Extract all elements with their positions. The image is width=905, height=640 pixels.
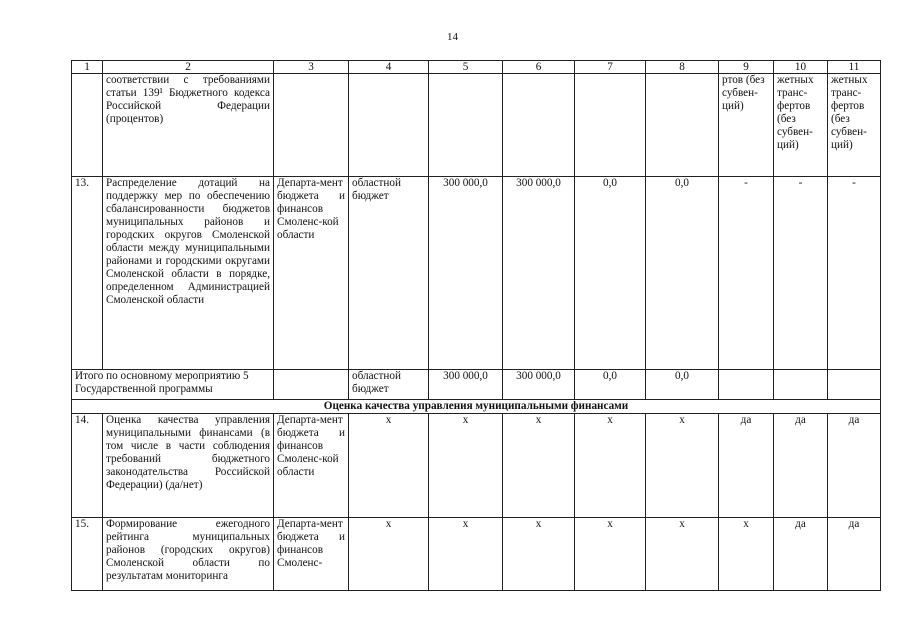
column-number: 3 bbox=[274, 61, 349, 74]
cell-target-11: жетных транс-фертов (без субвен-ций) bbox=[828, 74, 881, 177]
table-row-total bbox=[72, 370, 881, 400]
cell-value-7: х bbox=[575, 518, 646, 591]
section-title: Оценка качества управления муниципальными финансами bbox=[72, 400, 881, 414]
cell-value-8: х bbox=[646, 414, 719, 518]
column-number: 1 bbox=[72, 61, 103, 74]
cell-value-11: да bbox=[828, 414, 881, 518]
cell-value-5: 300 000,0 bbox=[429, 370, 503, 400]
table-row-14 bbox=[72, 414, 881, 518]
cell-num: 14. bbox=[72, 414, 103, 518]
cell-executor bbox=[274, 74, 349, 177]
column-number: 6 bbox=[503, 61, 575, 74]
cell-executor: Департа-мент бюджета и финансов Смоленс-кой области bbox=[274, 177, 349, 370]
cell-target-10: жетных транс-фертов (без субвен-ций) bbox=[774, 74, 828, 177]
cell-value bbox=[646, 74, 719, 177]
cell-value-5: х bbox=[429, 414, 503, 518]
cell-value bbox=[429, 74, 503, 177]
column-number: 4 bbox=[349, 61, 429, 74]
cell-name: Формирование ежегодного рейтинга муниципальных районов (городских округов) Смоленской области по результатам мониторинга bbox=[103, 518, 274, 591]
cell-value bbox=[575, 74, 646, 177]
column-number-row bbox=[72, 61, 881, 74]
cell-value-8: 0,0 bbox=[646, 177, 719, 370]
column-number: 7 bbox=[575, 61, 646, 74]
cell-value-7: х bbox=[575, 414, 646, 518]
cell-value-11: - bbox=[828, 177, 881, 370]
page-number: 14 bbox=[447, 31, 458, 43]
cell-value-7: 0,0 bbox=[575, 370, 646, 400]
cell-num: 15. bbox=[72, 518, 103, 591]
cell-value-4: х bbox=[349, 518, 429, 591]
cell-name: соответствии с требованиями статьи 139¹ Бюджетного кодекса Российской Федерации (процентов) bbox=[103, 74, 274, 177]
cell-value-6: 300 000,0 bbox=[503, 177, 575, 370]
cell-value-10: - bbox=[774, 177, 828, 370]
cell-executor: Департа-мент бюджета и финансов Смоленс- bbox=[274, 518, 349, 591]
column-number: 2 bbox=[103, 61, 274, 74]
cell-value-10: да bbox=[774, 414, 828, 518]
cell-value-6: х bbox=[503, 414, 575, 518]
cell-value-4: х bbox=[349, 414, 429, 518]
cell-value-6: 300 000,0 bbox=[503, 370, 575, 400]
cell-num: 13. bbox=[72, 177, 103, 370]
cell-value-11 bbox=[828, 370, 881, 400]
table-row-15 bbox=[72, 518, 881, 591]
cell-target-9: ртов (без субвен-ций) bbox=[719, 74, 774, 177]
cell-value-9: х bbox=[719, 518, 774, 591]
column-number: 10 bbox=[774, 61, 828, 74]
cell-value-11: да bbox=[828, 518, 881, 591]
column-number: 8 bbox=[646, 61, 719, 74]
cell-source: областной бюджет bbox=[349, 177, 429, 370]
table-row-13 bbox=[72, 177, 881, 370]
cell-value-9 bbox=[719, 370, 774, 400]
cell-value-5: 300 000,0 bbox=[429, 177, 503, 370]
cell-value-6: х bbox=[503, 518, 575, 591]
cell-value-5: х bbox=[429, 518, 503, 591]
column-number: 9 bbox=[719, 61, 774, 74]
program-table bbox=[71, 60, 881, 591]
table-row-continuation bbox=[72, 74, 881, 177]
cell-value-9: - bbox=[719, 177, 774, 370]
cell-source: областной бюджет bbox=[349, 370, 429, 400]
column-number: 5 bbox=[429, 61, 503, 74]
cell-num bbox=[72, 74, 103, 177]
cell-value-8: х bbox=[646, 518, 719, 591]
cell-executor: Департа-мент бюджета и финансов Смоленс-кой области bbox=[274, 414, 349, 518]
section-header-row bbox=[72, 400, 881, 414]
cell-source bbox=[349, 74, 429, 177]
cell-value-9: да bbox=[719, 414, 774, 518]
cell-value-8: 0,0 bbox=[646, 370, 719, 400]
cell-total-label: Итого по основному мероприятию 5 Государственной программы bbox=[72, 370, 274, 400]
cell-name: Оценка качества управления муниципальными финансами (в том числе в части соблюдения требований бюджетного законодательства Российской Федерации) (да/нет) bbox=[103, 414, 274, 518]
cell-value-7: 0,0 bbox=[575, 177, 646, 370]
column-number: 11 bbox=[828, 61, 881, 74]
cell-value-10: да bbox=[774, 518, 828, 591]
cell-executor bbox=[274, 370, 349, 400]
cell-value-10 bbox=[774, 370, 828, 400]
cell-value bbox=[503, 74, 575, 177]
cell-name: Распределение дотаций на поддержку мер по обеспечению сбалансированности бюджетов муниципальных районов и городских округов Смоленской области между муниципальными районами и городскими округами Смоленской области в порядке, определенном Администрацией Смоленской области bbox=[103, 177, 274, 370]
